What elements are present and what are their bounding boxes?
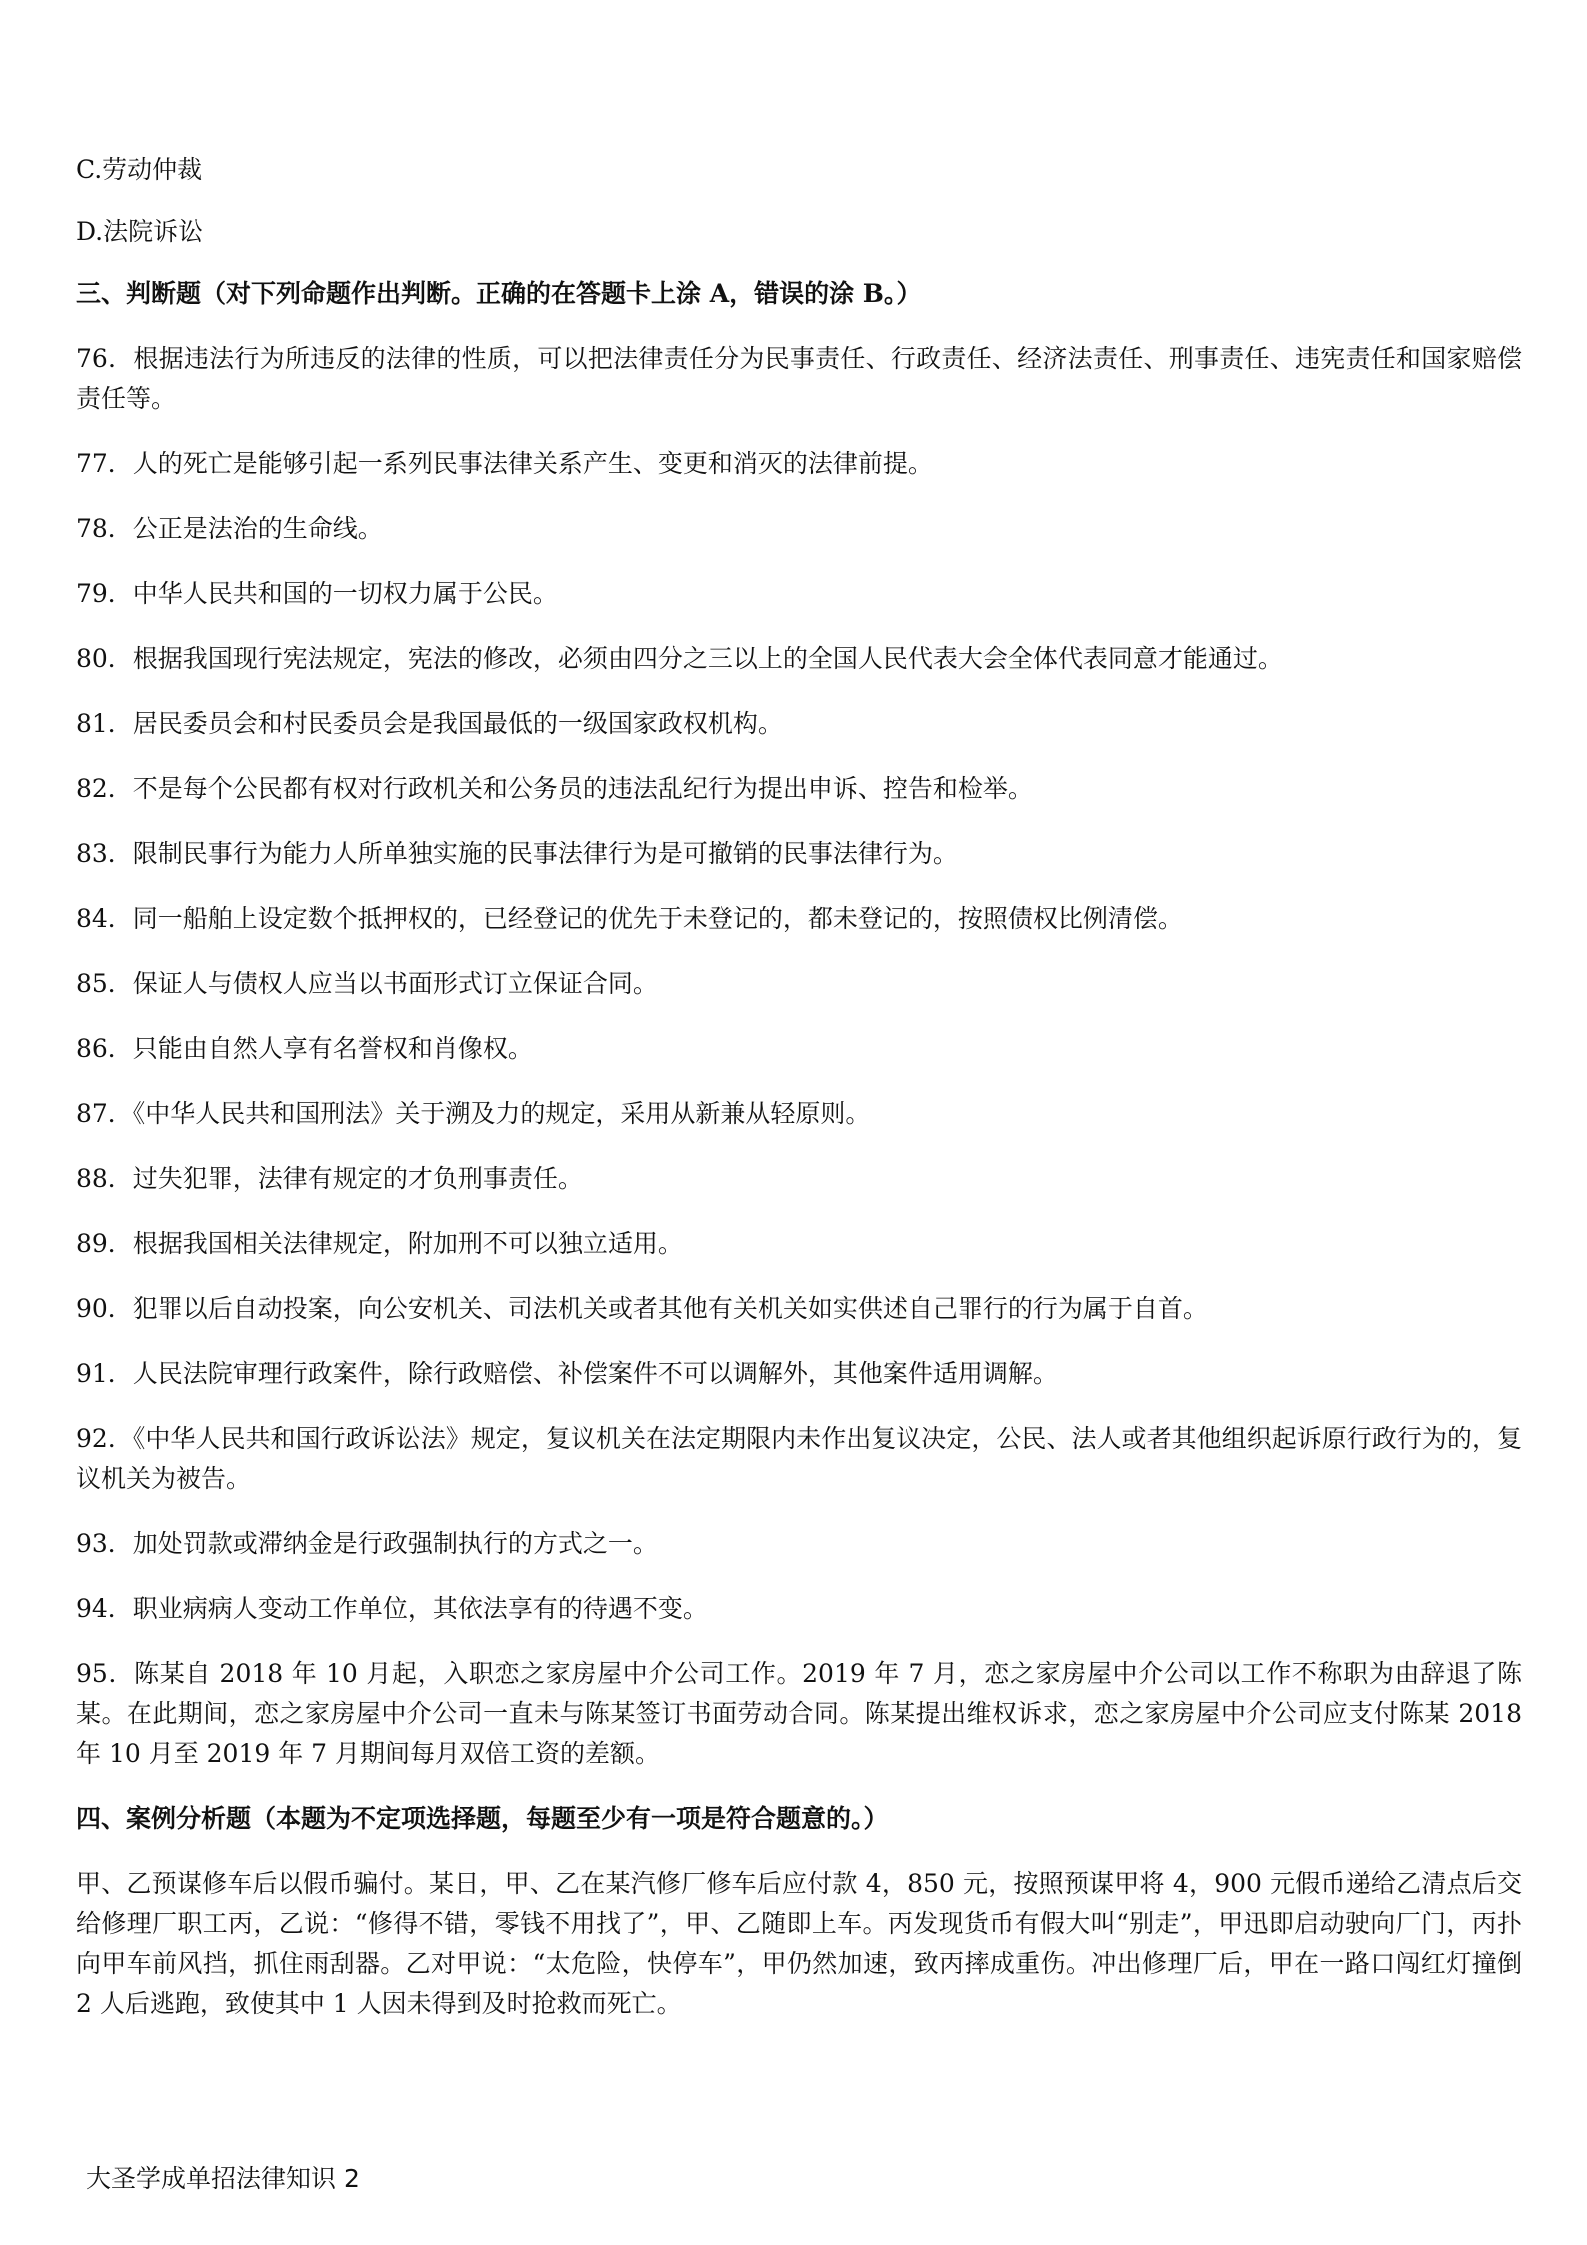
question-89: 89．根据我国相关法律规定，附加刑不可以独立适用。 <box>76 1229 683 1258</box>
question-84: 84．同一船舶上设定数个抵押权的，已经登记的优先于未登记的，都未登记的，按照债权比例清偿。 <box>76 904 1183 933</box>
question-86: 86．只能由自然人享有名誉权和肖像权。 <box>76 1034 533 1063</box>
case-paragraph: 甲、乙预谋修车后以假币骗付。某日，甲、乙在某汽修厂修车后应付款 4，850 元，按照预谋甲将 4，900 元假币递给乙清点后交给修理厂职工丙，乙说：“修得不错，零钱不用找了”，甲、乙随即上车。丙发现货币有假大叫“别走”，甲迅即启动驶向厂门，丙扑向甲车前风挡，抓住雨刮器。乙对甲说：“太危险，快停车”，甲仍然加速，致丙摔成重伤。冲出修理厂后，甲在一路口闯红灯撞倒 2 人后逃跑，致使其中 1 人因未得到及时抢救而死亡。 <box>76 1869 1522 2018</box>
option-d: D.法院诉讼 <box>76 217 204 246</box>
question-83: 83．限制民事行为能力人所单独实施的民事法律行为是可撤销的民事法律行为。 <box>76 839 958 868</box>
question-85: 85．保证人与债权人应当以书面形式订立保证合同。 <box>76 969 658 998</box>
question-91: 91．人民法院审理行政案件，除行政赔偿、补偿案件不可以调解外，其他案件适用调解。 <box>76 1359 1058 1388</box>
question-94: 94．职业病病人变动工作单位，其依法享有的待遇不变。 <box>76 1594 708 1623</box>
question-76: 76．根据违法行为所违反的法律的性质，可以把法律责任分为民事责任、行政责任、经济法责任、刑事责任、违宪责任和国家赔偿责任等。 <box>76 344 1522 413</box>
question-78: 78．公正是法治的生命线。 <box>76 514 383 543</box>
question-87: 87．《中华人民共和国刑法》关于溯及力的规定，采用从新兼从轻原则。 <box>76 1099 871 1128</box>
question-88: 88．过失犯罪，法律有规定的才负刑事责任。 <box>76 1164 583 1193</box>
section-3-heading: 三、判断题（对下列命题作出判断。正确的在答题卡上涂 A，错误的涂 B。） <box>76 279 922 308</box>
question-79: 79．中华人民共和国的一切权力属于公民。 <box>76 579 558 608</box>
question-90: 90．犯罪以后自动投案，向公安机关、司法机关或者其他有关机关如实供述自己罪行的行为属于自首。 <box>76 1294 1208 1323</box>
question-95: 95．陈某自 2018 年 10 月起，入职恋之家房屋中介公司工作。2019 年 7 月，恋之家房屋中介公司以工作不称职为由辞退了陈某。在此期间，恋之家房屋中介公司一直未与陈某签订书面劳动合同。陈某提出维权诉求，恋之家房屋中介公司应支付陈某 2018 年 10 月至 2019 年 7 月期间每月双倍工资的差额。 <box>76 1659 1530 1768</box>
question-82: 82．不是每个公民都有权对行政机关和公务员的违法乱纪行为提出申诉、控告和检举。 <box>76 774 1033 803</box>
question-92: 92．《中华人民共和国行政诉讼法》规定，复议机关在法定期限内未作出复议决定，公民、法人或者其他组织起诉原行政行为的，复议机关为被告。 <box>76 1424 1522 1493</box>
section-4-heading: 四、案例分析题（本题为不定项选择题，每题至少有一项是符合题意的。） <box>76 1804 889 1833</box>
question-77: 77．人的死亡是能够引起一系列民事法律关系产生、变更和消灭的法律前提。 <box>76 449 933 478</box>
option-c: C.劳动仲裁 <box>76 155 203 184</box>
page-footer: 大圣学成单招法律知识 2 <box>86 2164 360 2193</box>
question-81: 81．居民委员会和村民委员会是我国最低的一级国家政权机构。 <box>76 709 783 738</box>
question-93: 93．加处罚款或滞纳金是行政强制执行的方式之一。 <box>76 1529 658 1558</box>
question-80: 80．根据我国现行宪法规定，宪法的修改，必须由四分之三以上的全国人民代表大会全体代表同意才能通过。 <box>76 644 1283 673</box>
